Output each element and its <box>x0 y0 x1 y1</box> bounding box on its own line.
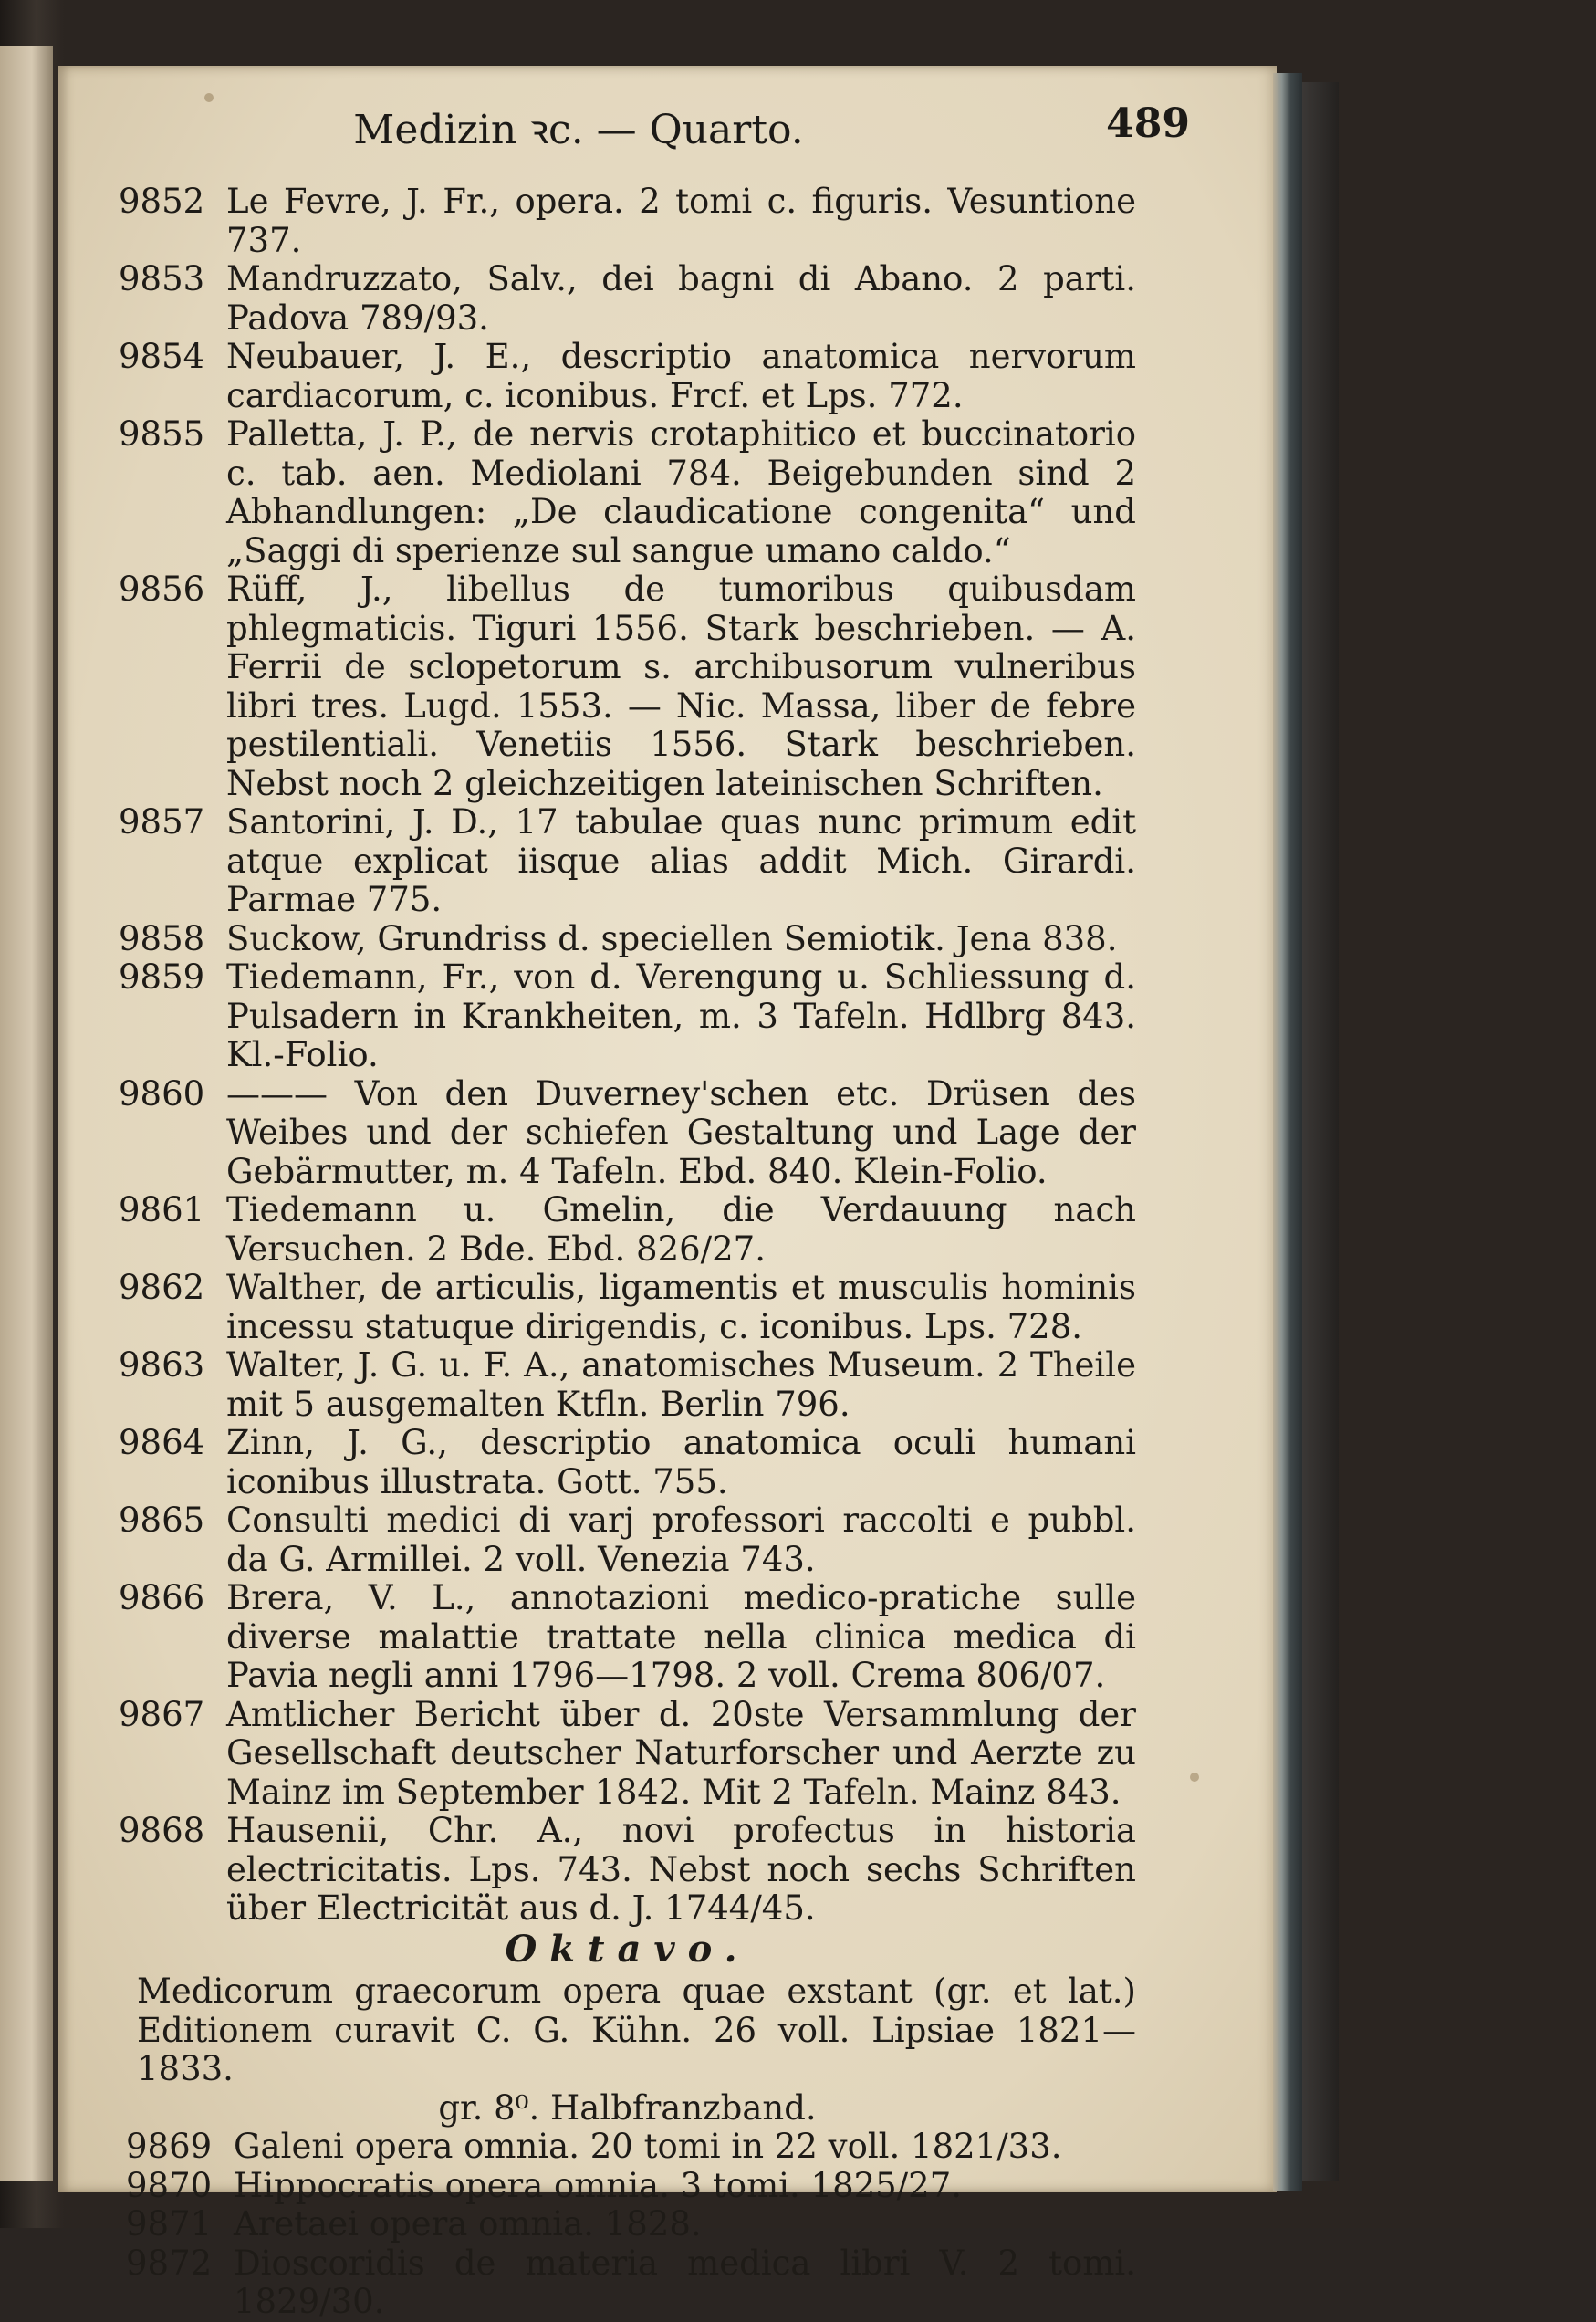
catalog-entry <box>126 2205 1136 2244</box>
entry-text: Le Fevre, J. Fr., opera. 2 tomi c. figuris. Vesuntione 737. <box>226 182 1136 260</box>
catalog-entry <box>119 1269 1136 1346</box>
catalog-entry <box>119 1812 1136 1929</box>
entry-text: Walter, J. G. u. F. A., anatomisches Museum. 2 Theile mit 5 ausgemalten Ktfln. Berlin 796. <box>226 1345 1136 1424</box>
entry-text: Hausenii, Chr. A., novi profectus in historia electricitatis. Lps. 743. Nebst noch sechs Schriften über Electricität aus d. J. 1744/45. <box>226 1811 1136 1928</box>
entry-text: Aretaei opera omnia. 1828. <box>234 2204 702 2244</box>
entry-number: 9862 <box>119 1268 205 1307</box>
running-header <box>58 100 1208 164</box>
catalog-entry <box>119 415 1136 570</box>
entry-text: Hippocratis opera omnia. 3 tomi. 1825/27. <box>234 2165 962 2205</box>
entry-number: 9864 <box>119 1423 205 1462</box>
catalog-content <box>119 183 1136 2322</box>
entry-text: Dioscoridis de materia medica libri V. 2 tomi. 1829/30. <box>234 2243 1136 2321</box>
entry-text: Neubauer, J. E., descriptio anatomica nervorum cardiacorum, c. iconibus. Frcf. et Lps. 772. <box>226 337 1136 415</box>
catalog-entry <box>119 183 1136 260</box>
catalog-entry <box>119 1696 1136 1813</box>
catalog-entry <box>119 1346 1136 1424</box>
entry-text: Brera, V. L., annotazioni medico-pratiche sulle diverse malattie trattate nella clinica medica di Pavia negli anni 1796—1798. 2 voll. Crema 806/07. <box>226 1578 1136 1695</box>
entry-text: Walther, de articulis, ligamentis et musculis hominis incessu statuque dirigendis, c. iconibus. Lps. 728. <box>226 1268 1136 1346</box>
entry-text: Zinn, J. G., descriptio anatomica oculi humani iconibus illustrata. Gott. 755. <box>226 1423 1136 1501</box>
entry-text: Tiedemann u. Gmelin, die Verdauung nach Versuchen. 2 Bde. Ebd. 826/27. <box>226 1190 1136 1269</box>
catalog-entry <box>119 1424 1136 1501</box>
entry-number: 9854 <box>119 337 205 376</box>
entry-text: Santorini, J. D., 17 tabulae quas nunc primum edit atque explicat iisque alias addit Mich. Girardi. Parmae 775. <box>226 802 1136 919</box>
entry-number: 9859 <box>119 957 205 997</box>
entry-number: 9857 <box>119 802 205 842</box>
entry-number: 9856 <box>119 570 205 609</box>
left-page-edge <box>0 46 53 2181</box>
entry-text: Consulti medici di varj professori raccolti e pubbl. da G. Armillei. 2 voll. Venezia 743. <box>226 1501 1136 1579</box>
entry-number: 9867 <box>119 1694 205 1734</box>
entry-number: 9855 <box>119 414 205 454</box>
catalog-entry <box>119 803 1136 920</box>
entry-number: 9860 <box>119 1073 205 1114</box>
entry-text: Palletta, J. P., de nervis crotaphitico et buccinatorio c. tab. aen. Mediolani 784. Beigebunden sind 2 Abhandlungen: „De claudicatione congenita“ und „Saggi di sperienze sul sangue umano caldo.“ <box>226 414 1136 570</box>
entry-text: Suckow, Grundriss d. speciellen Semiotik. Jena 838. <box>226 918 1118 958</box>
section-intro: Medicorum graecorum opera quae exstant (gr. et lat.) Editionem curavit C. G. Kühn. 26 voll. Lipsiae 1821—1833. <box>137 1972 1136 2088</box>
catalog-entry <box>119 1501 1136 1579</box>
entries-bottom-list <box>119 2128 1136 2322</box>
header-title: Medizin ꝛc. — Quarto. <box>353 107 804 153</box>
page-number: 489 <box>1106 100 1190 147</box>
entry-text: ——— Von den Duverney'schen etc. Drüsen des Weibes und der schiefen Gestaltung und Lage der Gebärmutter, m. 4 Tafeln. Ebd. 840. Klein-Folio. <box>226 1073 1136 1191</box>
catalog-entry <box>119 1075 1136 1192</box>
entries-top-list <box>119 183 1136 1929</box>
entry-number: 9858 <box>119 918 205 958</box>
entry-number: 9863 <box>119 1345 205 1385</box>
catalog-entry <box>126 2128 1136 2167</box>
entry-number: 9869 <box>126 2127 213 2166</box>
entry-number: 9866 <box>119 1578 205 1617</box>
entry-text: Rüff, J., libellus de tumoribus quibusdam phlegmaticis. Tiguri 1556. Stark beschrieben. — A. Ferrii de sclopetorum s. archibusorum vulneribus libri tres. Lugd. 1553. — Nic. Massa, liber de febre pestilentiali. Venetiis 1556. Stark beschrieben. Nebst noch 2 gleichzeitigen lateinischen Schriften. <box>226 570 1136 803</box>
catalog-entry <box>119 260 1136 338</box>
entry-text: Galeni opera omnia. 20 tomi in 22 voll. 1821/33. <box>234 2127 1062 2166</box>
catalog-entry <box>119 1579 1136 1696</box>
entry-number: 9865 <box>119 1501 205 1540</box>
paper-stain <box>1190 1773 1199 1782</box>
book-spine <box>1273 73 1302 2191</box>
entry-number: 9868 <box>119 1811 205 1850</box>
entry-number: 9852 <box>119 182 205 221</box>
entry-number: 9870 <box>126 2165 213 2205</box>
entry-number: 9861 <box>119 1190 205 1229</box>
catalog-entry <box>126 2244 1136 2322</box>
catalog-entry <box>119 338 1136 415</box>
entry-number: 9853 <box>119 259 205 298</box>
section-intro-format: gr. 8⁰. Halbfranzband. <box>438 2087 817 2128</box>
catalog-entry <box>126 2167 1136 2206</box>
entry-number: 9872 <box>126 2243 213 2283</box>
catalog-entry <box>119 920 1136 959</box>
catalog-entry <box>119 570 1136 803</box>
catalog-entry <box>119 1191 1136 1269</box>
section-title: Oktavo. <box>505 1927 750 1971</box>
catalog-entry <box>119 958 1136 1075</box>
entry-text: Tiedemann, Fr., von d. Verengung u. Schliessung d. Pulsadern in Krankheiten, m. 3 Tafeln. Hdlbrg 843. Kl.-Folio. <box>226 957 1136 1074</box>
entry-text: Mandruzzato, Salv., dei bagni di Abano. 2 parti. Padova 789/93. <box>226 259 1136 338</box>
cover-edge <box>1302 82 1339 2181</box>
entry-number: 9871 <box>126 2204 213 2244</box>
entry-text: Amtlicher Bericht über d. 20ste Versammlung der Gesellschaft deutscher Naturforscher und Aerzte zu Mainz im September 1842. Mit 2 Tafeln. Mainz 843. <box>226 1694 1136 1812</box>
